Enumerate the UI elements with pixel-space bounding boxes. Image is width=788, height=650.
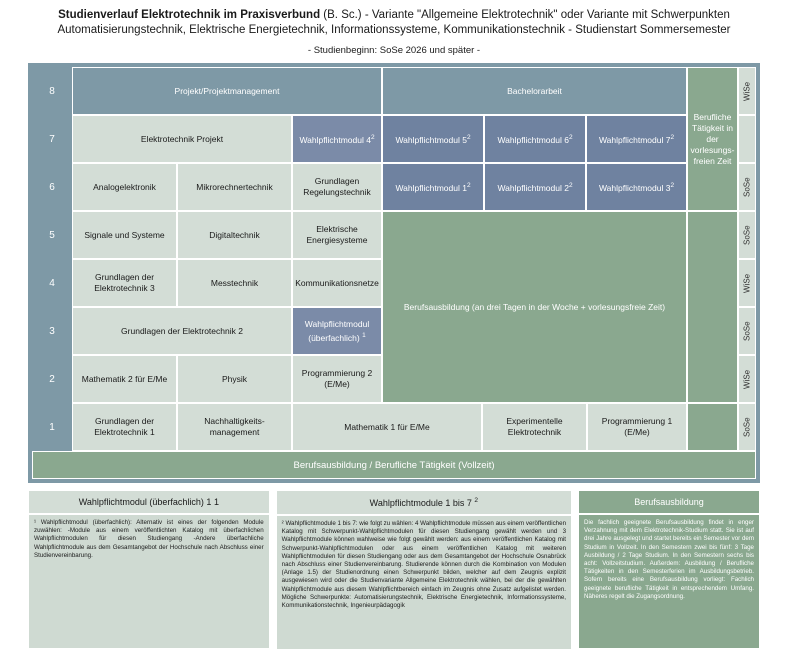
season-label-8: WiSe bbox=[738, 67, 756, 115]
season-label-3: SoSe bbox=[738, 307, 756, 355]
module-elektrische-energiesysteme: Elektrische Energiesysteme bbox=[292, 211, 382, 259]
page-title-rest: (B. Sc.) - Variante "Allgemeine Elektrotechnik" oder Variante mit Schwerpunkten Automatisierungstechnik, Elektrische Energietechnik, Informationssysteme, Kommunikationstechnik - Studienstart Sommersemester bbox=[57, 9, 731, 36]
note-wahlpflichtmodule-1-7 bbox=[276, 490, 572, 650]
note-heading-1: Wahlpflichtmodul (überfachlich) 1 1 bbox=[28, 490, 270, 514]
module-wahlpflichtmodul-6: Wahlpflichtmodul $6^2$ bbox=[484, 115, 586, 163]
note-body-1: ¹ Wahlpflichtmodul (überfachlich): Alternativ ist eines der folgenden Module zuwählen: -Module aus einem veröffentlichten Katalog mit überfachlichen Wahlpflichtmodulen für diesen Studiengang -Andere überfachliche Wahlpflichtmodule aus dem Gesamtangebot der Hochschule nach Abschluss einer Studienvereinbarung. bbox=[28, 514, 270, 649]
module-mathematik-2: Mathematik 2 für E/Me bbox=[72, 355, 177, 403]
study-plan-grid bbox=[32, 67, 756, 479]
module-wahlpflichtmodul-3: Wahlpflichtmodul $3^2$ bbox=[586, 163, 687, 211]
legend-notes bbox=[28, 490, 760, 650]
season-label-5: SoSe bbox=[738, 211, 756, 259]
note-heading-2: Wahlpflichtmodule 1 bis 7 $^2$ bbox=[276, 490, 572, 515]
module-mathematik-1: Mathematik 1 für E/Me bbox=[292, 403, 482, 451]
block-berufsausbildung-spacer-2 bbox=[687, 403, 738, 451]
semester-label-6: 6 bbox=[32, 163, 72, 211]
note-heading-3: Berufsausbildung bbox=[578, 490, 760, 514]
note-wahlpflichtmodul-ueberfachlich bbox=[28, 490, 270, 650]
module-elektrotechnik-projekt: Elektrotechnik Projekt bbox=[72, 115, 292, 163]
module-grundlagen-der-elektrotechnik-3: Grundlagen der Elektrotechnik 3 bbox=[72, 259, 177, 307]
module-bachelorarbeit: Bachelorarbeit bbox=[382, 67, 687, 115]
module-wahlpflichtmodul-7: Wahlpflichtmodul $7^2$ bbox=[586, 115, 687, 163]
module-grundlagen-der-elektrotechnik-1: Grundlagen der Elektrotechnik 1 bbox=[72, 403, 177, 451]
note-berufsausbildung bbox=[578, 490, 760, 650]
season-label-6: SoSe bbox=[738, 163, 756, 211]
module-wahlpflichtmodul-ueberfachlich: Wahlpflichtmodul (überfachlich) $^1$ bbox=[292, 307, 382, 355]
page-title-bold: Studienverlauf Elektrotechnik im Praxisverbund bbox=[58, 9, 321, 21]
block-berufsausbildung-spacer bbox=[687, 211, 738, 403]
semester-label-3: 3 bbox=[32, 307, 72, 355]
block-berufliche-taetigkeit: Berufliche Tätigkeit in der vorlesungs-freien Zeit bbox=[687, 67, 738, 211]
season-label-1: SoSe bbox=[738, 403, 756, 451]
semester-label-4: 4 bbox=[32, 259, 72, 307]
semester-label-2: 2 bbox=[32, 355, 72, 403]
module-projekt-projektmanagement: Projekt/Projektmanagement bbox=[72, 67, 382, 115]
note-body-2: ² Wahlpflichtmodule 1 bis 7: wie folgt zu wählen: 4 Wahlpflichtmodule müssen aus einem veröffentlichen Katalog mit Schwerpunkt-Wahlpflichtmodulen für diesen Studiengang gewählt werden und 3 Wahlpflichtmodule können wahlweise wie folgt gewählt werden: aus einem veröffentlichen Katalog mit Schwerpunkt-Wahlpflichtmodulen oder aus einem veröffentlichen Katalog mit weiteren Wahlpflichtmodulen für diesen Studiengang oder aus dem Gesamtangebot der Hochschule Osnabrück nach Abschluss einer Studienvereinbarung. Studierende können durch die Kombination von Modulen (Anlage 1.5) der Studienordnung einen Schwerpunkt bilden, welcher auf dem Zeugnis explizit ausgewiesen wird oder die Studienvariante Allgemeine Elektrotechnik wählen, bei der die gewählten Wahlpflichtmodule aus diesem Wahlpflichtbereich einfach im Zeugnis ohne Zusatz aufgelistet werden. Mögliche Schwerpunkte: Automatisierungstechnik, Elektrische Energietechnik, Informationssysteme, Kommunikationstechnik, Ingenieurpädagogik bbox=[276, 515, 572, 650]
module-wahlpflichtmodul-1: Wahlpflichtmodul $1^2$ bbox=[382, 163, 484, 211]
semester-label-7: 7 bbox=[32, 115, 72, 163]
page-subtitle: - Studienbeginn: SoSe 2026 und später - bbox=[307, 45, 481, 56]
season-label-2: WiSe bbox=[738, 355, 756, 403]
module-programmierung-2: Programmierung 2 (E/Me) bbox=[292, 355, 382, 403]
module-messtechnik: Messtechnik bbox=[177, 259, 292, 307]
module-wahlpflichtmodul-2: Wahlpflichtmodul $2^2$ bbox=[484, 163, 586, 211]
module-experimentelle-elektrotechnik: Experimentelle Elektrotechnik bbox=[482, 403, 587, 451]
note-body-3: Die fachlich geeignete Berufsausbildung findet in enger Verzahnung mit dem Elektrotechnik-Studium statt. Sie ist auf drei Jahre ausgelegt und startet bereits ein Semester vor dem Studium in Vollzeit. In den Semestern zwei bis fünf: 3 Tage Ausbildung / 2 Tage Studium. In den Semestern sechs bis acht: Vollzeitstudium. Außerdem: Ausbildung / Berufliche Tätigkeiten in den Semesterferien im Ausbildungsbetrieb. Sofern bereits eine Berufsausbildung vorliegt: Fachlich geeignete berufliche Tätigkeit in entsprechendem Umfang. Näheres regelt die Zugangsordnung. bbox=[578, 514, 760, 649]
page-title bbox=[0, 0, 788, 38]
module-signale-und-systeme: Signale und Systeme bbox=[72, 211, 177, 259]
module-grundlagen-regelungstechnik: Grundlagen Regelungstechnik bbox=[292, 163, 382, 211]
module-kommunikationsnetze: Kommunikationsnetze bbox=[292, 259, 382, 307]
module-nachhaltigkeitsmanagement: Nachhaltigkeits-management bbox=[177, 403, 292, 451]
season-label-4: WiSe bbox=[738, 259, 756, 307]
semester-label-1: 1 bbox=[32, 403, 72, 451]
semester-label-8: 8 bbox=[32, 67, 72, 115]
module-programmierung-1: Programmierung 1 (E/Me) bbox=[587, 403, 687, 451]
module-mikrorechnertechnik: Mikrorechnertechnik bbox=[177, 163, 292, 211]
module-wahlpflichtmodul-5: Wahlpflichtmodul $5^2$ bbox=[382, 115, 484, 163]
module-grundlagen-der-elektrotechnik-2: Grundlagen der Elektrotechnik 2 bbox=[72, 307, 292, 355]
season-label-7 bbox=[738, 115, 756, 163]
module-digitaltechnik: Digitaltechnik bbox=[177, 211, 292, 259]
block-vollzeit: Berufsausbildung / Berufliche Tätigkeit (Vollzeit) bbox=[32, 451, 756, 479]
semester-label-5: 5 bbox=[32, 211, 72, 259]
module-wahlpflichtmodul-4: Wahlpflichtmodul $4^2$ bbox=[292, 115, 382, 163]
study-plan-board bbox=[28, 63, 760, 483]
module-physik: Physik bbox=[177, 355, 292, 403]
block-berufsausbildung: Berufsausbildung (an drei Tagen in der Woche + vorlesungsfreie Zeit) bbox=[382, 211, 687, 403]
module-analogelektronik: Analogelektronik bbox=[72, 163, 177, 211]
